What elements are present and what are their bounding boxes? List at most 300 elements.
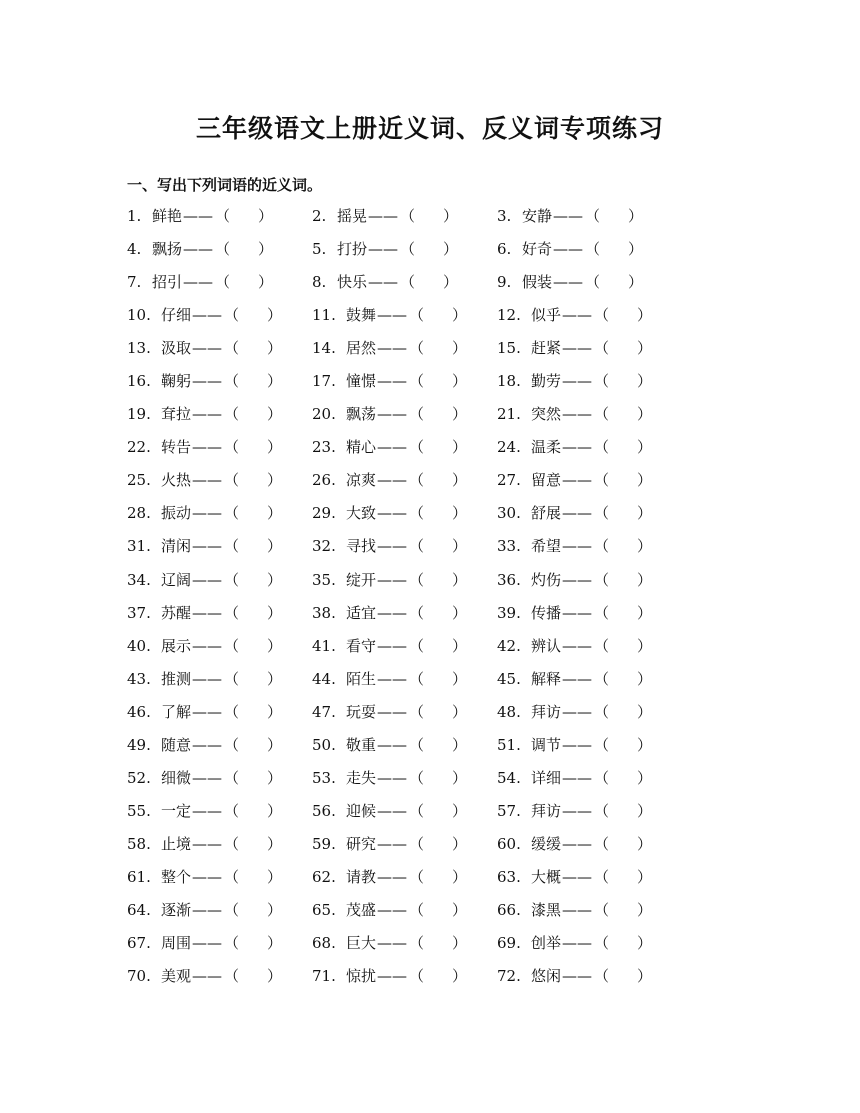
open-paren: （ xyxy=(409,702,425,721)
answer-blank[interactable] xyxy=(409,497,467,530)
exercise-item xyxy=(497,960,682,993)
item-number: 50. xyxy=(312,735,336,754)
exercise-item xyxy=(127,894,312,927)
close-paren: ） xyxy=(267,867,283,886)
exercise-item xyxy=(127,365,312,398)
answer-blank[interactable] xyxy=(400,233,458,266)
answer-blank[interactable] xyxy=(224,299,282,332)
item-dash: —— xyxy=(562,570,593,589)
item-word: 拜访 xyxy=(531,801,562,820)
answer-blank[interactable] xyxy=(594,564,652,597)
item-number: 10. xyxy=(127,306,151,325)
answer-blank[interactable] xyxy=(400,200,458,233)
close-paren: ） xyxy=(452,867,468,886)
answer-blank[interactable] xyxy=(224,894,282,927)
answer-blank[interactable] xyxy=(594,431,652,464)
item-word: 假装 xyxy=(522,273,553,292)
item-number: 63. xyxy=(497,867,521,886)
item-word: 火热 xyxy=(161,471,192,490)
close-paren: ） xyxy=(628,273,644,292)
item-number: 43. xyxy=(127,669,151,688)
open-paren: （ xyxy=(224,768,240,787)
item-word: 辨认 xyxy=(531,636,562,655)
close-paren: ） xyxy=(452,934,468,953)
item-word: 看守 xyxy=(346,636,377,655)
answer-blank[interactable] xyxy=(224,530,282,563)
close-paren: ） xyxy=(637,834,653,853)
item-word: 招引 xyxy=(152,273,183,292)
item-word: 好奇 xyxy=(522,240,553,259)
close-paren: ） xyxy=(452,471,468,490)
open-paren: （ xyxy=(594,306,610,325)
answer-blank[interactable] xyxy=(224,630,282,663)
open-paren: （ xyxy=(409,867,425,886)
close-paren: ） xyxy=(637,339,653,358)
item-number: 28. xyxy=(127,504,151,523)
close-paren: ） xyxy=(267,702,283,721)
close-paren: ） xyxy=(452,603,468,622)
answer-blank[interactable] xyxy=(409,696,467,729)
open-paren: （ xyxy=(594,570,610,589)
item-dash: —— xyxy=(553,273,584,292)
exercise-item xyxy=(497,464,682,497)
close-paren: ） xyxy=(443,273,459,292)
item-number: 26. xyxy=(312,471,336,490)
open-paren: （ xyxy=(594,801,610,820)
answer-blank[interactable] xyxy=(594,663,652,696)
answer-blank[interactable] xyxy=(594,894,652,927)
close-paren: ） xyxy=(637,867,653,886)
answer-blank[interactable] xyxy=(224,564,282,597)
answer-blank[interactable] xyxy=(224,497,282,530)
item-dash: —— xyxy=(562,405,593,424)
exercise-item xyxy=(497,795,682,828)
answer-blank[interactable] xyxy=(409,894,467,927)
item-dash: —— xyxy=(192,967,223,986)
item-dash: —— xyxy=(562,702,593,721)
answer-blank[interactable] xyxy=(409,464,467,497)
open-paren: （ xyxy=(594,537,610,556)
close-paren: ） xyxy=(443,207,459,226)
open-paren: （ xyxy=(594,405,610,424)
close-paren: ） xyxy=(637,967,653,986)
close-paren: ） xyxy=(267,438,283,457)
answer-blank[interactable] xyxy=(409,332,467,365)
exercise-item xyxy=(312,597,497,630)
answer-blank[interactable] xyxy=(409,729,467,762)
answer-blank[interactable] xyxy=(409,630,467,663)
item-word: 赶紧 xyxy=(531,339,562,358)
exercise-item xyxy=(312,828,497,861)
item-dash: —— xyxy=(192,934,223,953)
item-dash: —— xyxy=(377,603,408,622)
answer-blank[interactable] xyxy=(224,365,282,398)
close-paren: ） xyxy=(452,735,468,754)
exercise-item xyxy=(127,828,312,861)
item-number: 33. xyxy=(497,537,521,556)
item-number: 53. xyxy=(312,768,336,787)
item-word: 美观 xyxy=(161,967,192,986)
item-number: 29. xyxy=(312,504,336,523)
open-paren: （ xyxy=(594,471,610,490)
exercise-item xyxy=(127,696,312,729)
exercise-item xyxy=(312,696,497,729)
answer-blank[interactable] xyxy=(594,365,652,398)
item-dash: —— xyxy=(183,273,214,292)
item-dash: —— xyxy=(377,669,408,688)
open-paren: （ xyxy=(215,240,231,259)
item-word: 仔细 xyxy=(161,306,192,325)
exercise-item xyxy=(127,630,312,663)
item-number: 61. xyxy=(127,867,151,886)
item-number: 60. xyxy=(497,834,521,853)
item-word: 适宜 xyxy=(346,603,377,622)
answer-blank[interactable] xyxy=(409,398,467,431)
close-paren: ） xyxy=(267,669,283,688)
answer-blank[interactable] xyxy=(594,927,652,960)
item-word: 似乎 xyxy=(531,306,562,325)
exercise-item xyxy=(127,431,312,464)
open-paren: （ xyxy=(224,967,240,986)
answer-blank[interactable] xyxy=(224,597,282,630)
answer-blank[interactable] xyxy=(224,729,282,762)
item-number: 65. xyxy=(312,901,336,919)
close-paren: ） xyxy=(258,207,274,226)
item-word: 辽阔 xyxy=(161,570,192,589)
item-number: 40. xyxy=(127,636,151,655)
item-word: 止境 xyxy=(161,834,192,853)
item-dash: —— xyxy=(377,967,408,986)
open-paren: （ xyxy=(224,570,240,589)
close-paren: ） xyxy=(637,702,653,721)
item-number: 41. xyxy=(312,636,336,655)
answer-blank[interactable] xyxy=(594,464,652,497)
item-dash: —— xyxy=(553,207,584,226)
item-number: 52. xyxy=(127,768,151,787)
open-paren: （ xyxy=(585,240,601,259)
item-word: 推测 xyxy=(161,669,192,688)
item-number: 13. xyxy=(127,339,151,358)
open-paren: （ xyxy=(594,669,610,688)
close-paren: ） xyxy=(452,339,468,358)
answer-blank[interactable] xyxy=(409,299,467,332)
exercise-item xyxy=(497,696,682,729)
answer-blank[interactable] xyxy=(409,795,467,828)
item-number: 68. xyxy=(312,934,336,953)
item-dash: —— xyxy=(192,768,223,787)
item-dash: —— xyxy=(562,537,593,556)
item-word: 居然 xyxy=(346,339,377,358)
item-word: 精心 xyxy=(346,438,377,457)
exercise-item xyxy=(497,497,682,530)
close-paren: ） xyxy=(637,603,653,622)
open-paren: （ xyxy=(224,306,240,325)
answer-blank[interactable] xyxy=(594,696,652,729)
item-dash: —— xyxy=(377,702,408,721)
item-dash: —— xyxy=(192,339,223,358)
item-dash: —— xyxy=(377,537,408,556)
close-paren: ） xyxy=(452,901,468,919)
close-paren: ） xyxy=(452,669,468,688)
item-word: 逐渐 xyxy=(161,901,192,919)
item-number: 59. xyxy=(312,834,336,853)
item-dash: —— xyxy=(377,735,408,754)
exercise-item xyxy=(312,233,497,266)
item-number: 48. xyxy=(497,702,521,721)
item-word: 了解 xyxy=(161,702,192,721)
answer-blank[interactable] xyxy=(594,530,652,563)
close-paren: ） xyxy=(267,768,283,787)
answer-blank[interactable] xyxy=(224,696,282,729)
exercise-item xyxy=(127,497,312,530)
open-paren: （ xyxy=(409,306,425,325)
item-word: 展示 xyxy=(161,636,192,655)
item-word: 勤劳 xyxy=(531,372,562,391)
open-paren: （ xyxy=(594,735,610,754)
answer-blank[interactable] xyxy=(224,960,282,993)
open-paren: （ xyxy=(594,438,610,457)
answer-blank[interactable] xyxy=(594,795,652,828)
item-word: 鞠躬 xyxy=(161,372,192,391)
answer-blank[interactable] xyxy=(594,729,652,762)
close-paren: ） xyxy=(267,901,283,919)
answer-blank[interactable] xyxy=(409,365,467,398)
item-word: 迎候 xyxy=(346,801,377,820)
item-word: 创举 xyxy=(531,934,562,953)
item-word: 温柔 xyxy=(531,438,562,457)
close-paren: ） xyxy=(637,372,653,391)
exercise-item xyxy=(312,861,497,894)
item-word: 整个 xyxy=(161,867,192,886)
item-word: 突然 xyxy=(531,405,562,424)
answer-blank[interactable] xyxy=(400,266,458,299)
open-paren: （ xyxy=(594,867,610,886)
item-word: 寻找 xyxy=(346,537,377,556)
exercise-item xyxy=(127,960,312,993)
item-dash: —— xyxy=(377,934,408,953)
item-number: 30. xyxy=(497,504,521,523)
item-dash: —— xyxy=(562,934,593,953)
exercise-item xyxy=(312,530,497,563)
answer-blank[interactable] xyxy=(224,398,282,431)
open-paren: （ xyxy=(224,669,240,688)
item-number: 20. xyxy=(312,405,336,424)
answer-blank[interactable] xyxy=(594,960,652,993)
open-paren: （ xyxy=(409,570,425,589)
answer-blank[interactable] xyxy=(594,299,652,332)
exercise-item xyxy=(312,762,497,795)
answer-blank[interactable] xyxy=(409,960,467,993)
close-paren: ） xyxy=(452,636,468,655)
item-number: 35. xyxy=(312,570,336,589)
item-number: 19. xyxy=(127,405,151,424)
item-word: 打扮 xyxy=(337,240,368,259)
item-word: 凉爽 xyxy=(346,471,377,490)
answer-blank[interactable] xyxy=(409,597,467,630)
open-paren: （ xyxy=(409,537,425,556)
answer-blank[interactable] xyxy=(409,828,467,861)
close-paren: ） xyxy=(452,702,468,721)
answer-blank[interactable] xyxy=(585,200,643,233)
item-number: 23. xyxy=(312,438,336,457)
item-number: 1. xyxy=(127,207,142,226)
answer-blank[interactable] xyxy=(594,332,652,365)
exercise-item xyxy=(497,365,682,398)
item-number: 31. xyxy=(127,537,151,556)
close-paren: ） xyxy=(628,207,644,226)
answer-blank[interactable] xyxy=(409,564,467,597)
item-word: 飘荡 xyxy=(346,405,377,424)
answer-blank[interactable] xyxy=(224,332,282,365)
open-paren: （ xyxy=(224,636,240,655)
exercise-item xyxy=(127,299,312,332)
answer-blank[interactable] xyxy=(224,464,282,497)
item-number: 24. xyxy=(497,438,521,457)
item-word: 鼓舞 xyxy=(346,306,377,325)
answer-blank[interactable] xyxy=(409,530,467,563)
item-dash: —— xyxy=(562,801,593,820)
item-number: 44. xyxy=(312,669,336,688)
close-paren: ） xyxy=(637,901,653,919)
open-paren: （ xyxy=(594,768,610,787)
item-dash: —— xyxy=(562,372,593,391)
exercise-item xyxy=(312,564,497,597)
answer-blank[interactable] xyxy=(224,663,282,696)
item-word: 摇晃 xyxy=(337,207,368,226)
item-dash: —— xyxy=(368,273,399,292)
exercise-item xyxy=(312,927,497,960)
open-paren: （ xyxy=(594,636,610,655)
item-number: 54. xyxy=(497,768,521,787)
close-paren: ） xyxy=(637,504,653,523)
close-paren: ） xyxy=(267,405,283,424)
exercise-item xyxy=(497,266,682,299)
item-number: 70. xyxy=(127,967,151,986)
answer-blank[interactable] xyxy=(224,762,282,795)
item-number: 12. xyxy=(497,306,521,325)
close-paren: ） xyxy=(637,306,653,325)
close-paren: ） xyxy=(637,471,653,490)
item-dash: —— xyxy=(562,504,593,523)
open-paren: （ xyxy=(400,207,416,226)
open-paren: （ xyxy=(224,405,240,424)
exercise-item xyxy=(127,200,312,233)
item-word: 一定 xyxy=(161,801,192,820)
item-dash: —— xyxy=(192,702,223,721)
item-dash: —— xyxy=(192,801,223,820)
open-paren: （ xyxy=(409,834,425,853)
open-paren: （ xyxy=(224,735,240,754)
item-number: 32. xyxy=(312,537,336,556)
open-paren: （ xyxy=(224,801,240,820)
answer-blank[interactable] xyxy=(215,266,273,299)
item-word: 灼伤 xyxy=(531,570,562,589)
item-dash: —— xyxy=(192,834,223,853)
item-number: 49. xyxy=(127,735,151,754)
item-word: 随意 xyxy=(161,735,192,754)
item-word: 敬重 xyxy=(346,735,377,754)
item-number: 56. xyxy=(312,801,336,820)
item-dash: —— xyxy=(553,240,584,259)
exercise-item xyxy=(127,927,312,960)
answer-blank[interactable] xyxy=(409,431,467,464)
item-dash: —— xyxy=(377,405,408,424)
item-word: 汲取 xyxy=(161,339,192,358)
open-paren: （ xyxy=(224,603,240,622)
open-paren: （ xyxy=(224,471,240,490)
exercise-item xyxy=(127,861,312,894)
answer-blank[interactable] xyxy=(224,431,282,464)
item-number: 36. xyxy=(497,570,521,589)
synonym-exercise-grid xyxy=(127,200,747,993)
open-paren: （ xyxy=(409,372,425,391)
item-dash: —— xyxy=(562,636,593,655)
item-number: 6. xyxy=(497,240,512,259)
answer-blank[interactable] xyxy=(409,861,467,894)
answer-blank[interactable] xyxy=(224,828,282,861)
exercise-item xyxy=(497,233,682,266)
answer-blank[interactable] xyxy=(409,762,467,795)
answer-blank[interactable] xyxy=(224,927,282,960)
item-dash: —— xyxy=(377,768,408,787)
close-paren: ） xyxy=(267,339,283,358)
item-dash: —— xyxy=(377,471,408,490)
item-word: 耷拉 xyxy=(161,405,192,424)
item-number: 42. xyxy=(497,636,521,655)
item-number: 39. xyxy=(497,603,521,622)
exercise-item xyxy=(312,266,497,299)
open-paren: （ xyxy=(224,372,240,391)
answer-blank[interactable] xyxy=(594,398,652,431)
item-dash: —— xyxy=(562,438,593,457)
item-number: 27. xyxy=(497,471,521,490)
answer-blank[interactable] xyxy=(224,795,282,828)
item-word: 调节 xyxy=(531,735,562,754)
answer-blank[interactable] xyxy=(215,200,273,233)
item-number: 46. xyxy=(127,702,151,721)
close-paren: ） xyxy=(267,372,283,391)
item-dash: —— xyxy=(192,438,223,457)
exercise-item xyxy=(127,597,312,630)
item-word: 茂盛 xyxy=(346,901,377,919)
item-dash: —— xyxy=(377,834,408,853)
exercise-item xyxy=(312,431,497,464)
item-number: 62. xyxy=(312,867,336,886)
exercise-item xyxy=(127,663,312,696)
exercise-item xyxy=(312,365,497,398)
answer-blank[interactable] xyxy=(594,762,652,795)
answer-blank[interactable] xyxy=(585,266,643,299)
answer-blank[interactable] xyxy=(224,861,282,894)
exercise-item xyxy=(497,530,682,563)
close-paren: ） xyxy=(258,273,274,292)
answer-blank[interactable] xyxy=(409,663,467,696)
open-paren: （ xyxy=(594,702,610,721)
exercise-item xyxy=(497,861,682,894)
answer-blank[interactable] xyxy=(594,497,652,530)
answer-blank[interactable] xyxy=(594,861,652,894)
answer-blank[interactable] xyxy=(215,233,273,266)
item-dash: —— xyxy=(368,207,399,226)
answer-blank[interactable] xyxy=(594,597,652,630)
answer-blank[interactable] xyxy=(409,927,467,960)
open-paren: （ xyxy=(409,405,425,424)
answer-blank[interactable] xyxy=(594,828,652,861)
answer-blank[interactable] xyxy=(594,630,652,663)
answer-blank[interactable] xyxy=(585,233,643,266)
item-word: 漆黑 xyxy=(531,901,562,919)
item-word: 振动 xyxy=(161,504,192,523)
